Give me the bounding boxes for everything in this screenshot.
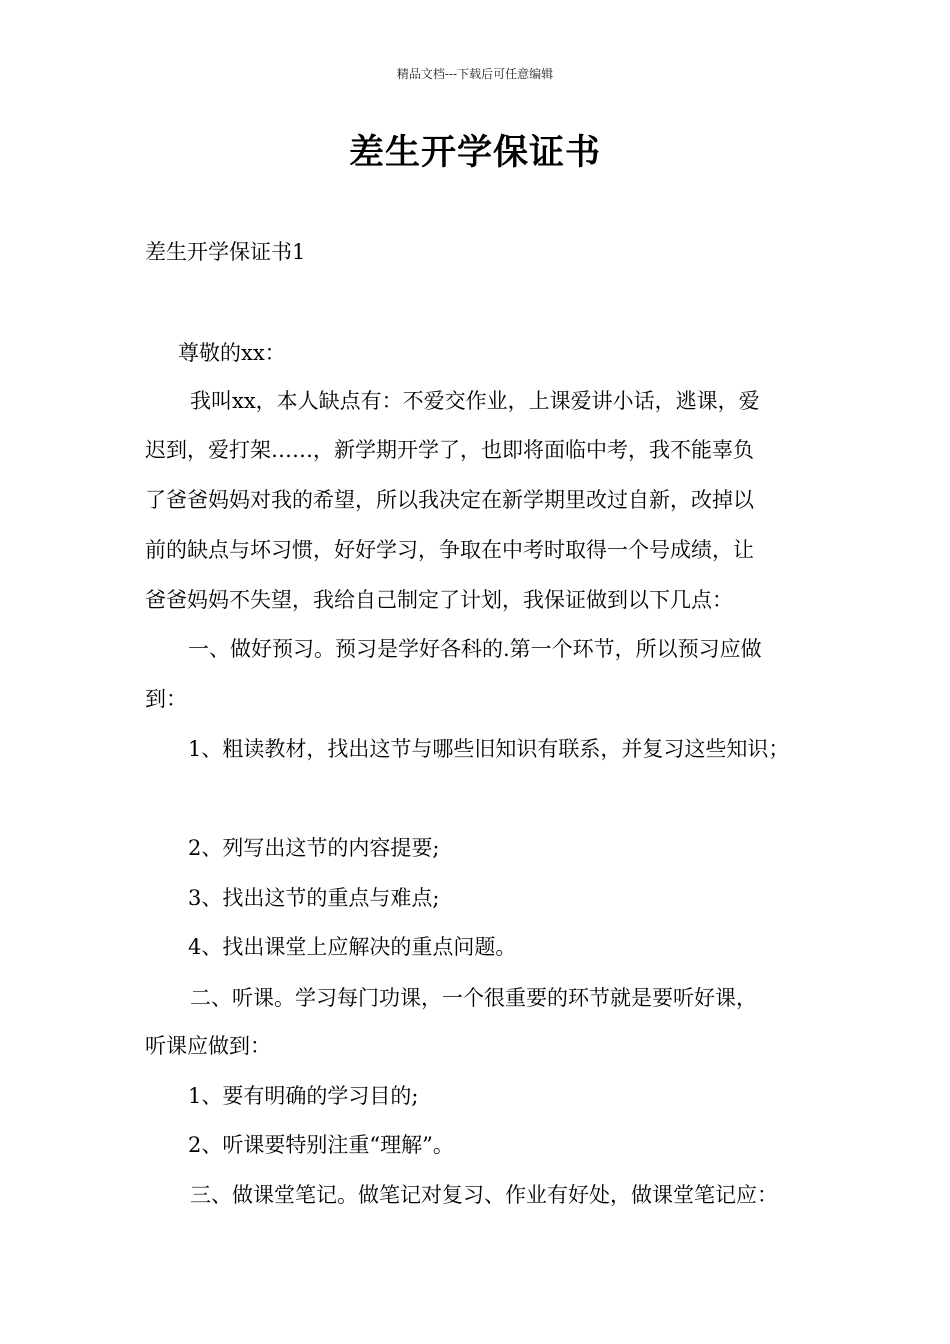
list-item: 2、列写出这节的内容提要;	[188, 836, 440, 860]
header-note: 精品文档---下载后可任意编辑	[396, 67, 554, 81]
paragraph-line: 前的缺点与坏习惯，好好学习，争取在中考时取得一个号成绩，让	[145, 538, 754, 562]
section-heading: 差生开学保证书1	[145, 240, 306, 264]
paragraph-line: 到：	[145, 687, 187, 711]
list-item: 4、找出课堂上应解决的重点问题。	[188, 935, 517, 959]
paragraph-line: 爸爸妈妈不失望，我给自己制定了计划，我保证做到以下几点：	[145, 588, 733, 612]
paragraph-line: 听课应做到：	[145, 1034, 271, 1058]
paragraph-line: 我叫xx，本人缺点有：不爱交作业，上课爱讲小话，逃课，爱	[190, 389, 760, 413]
list-item: 1、要有明确的学习目的;	[188, 1084, 419, 1108]
salutation: 尊敬的xx：	[178, 341, 286, 365]
paragraph-line: 一、做好预习。预习是学好各科的.第一个环节，所以预习应做	[188, 637, 762, 661]
paragraph-line: 了爸爸妈妈对我的希望，所以我决定在新学期里改过自新，改掉以	[145, 488, 754, 512]
document-title: 差生开学保证书	[348, 133, 601, 173]
paragraph-line: 迟到，爱打架……，新学期开学了，也即将面临中考，我不能辜负	[145, 438, 754, 462]
list-item: 1、粗读教材，找出这节与哪些旧知识有联系，并复习这些知识；	[188, 737, 790, 761]
list-item: 2、听课要特别注重“理解”。	[188, 1133, 454, 1157]
paragraph-line: 三、做课堂笔记。做笔记对复习、作业有好处，做课堂笔记应：	[190, 1183, 778, 1207]
paragraph-line: 二、听课。学习每门功课，一个很重要的环节就是要听好课，	[190, 986, 757, 1010]
list-item: 3、找出这节的重点与难点;	[188, 886, 440, 910]
